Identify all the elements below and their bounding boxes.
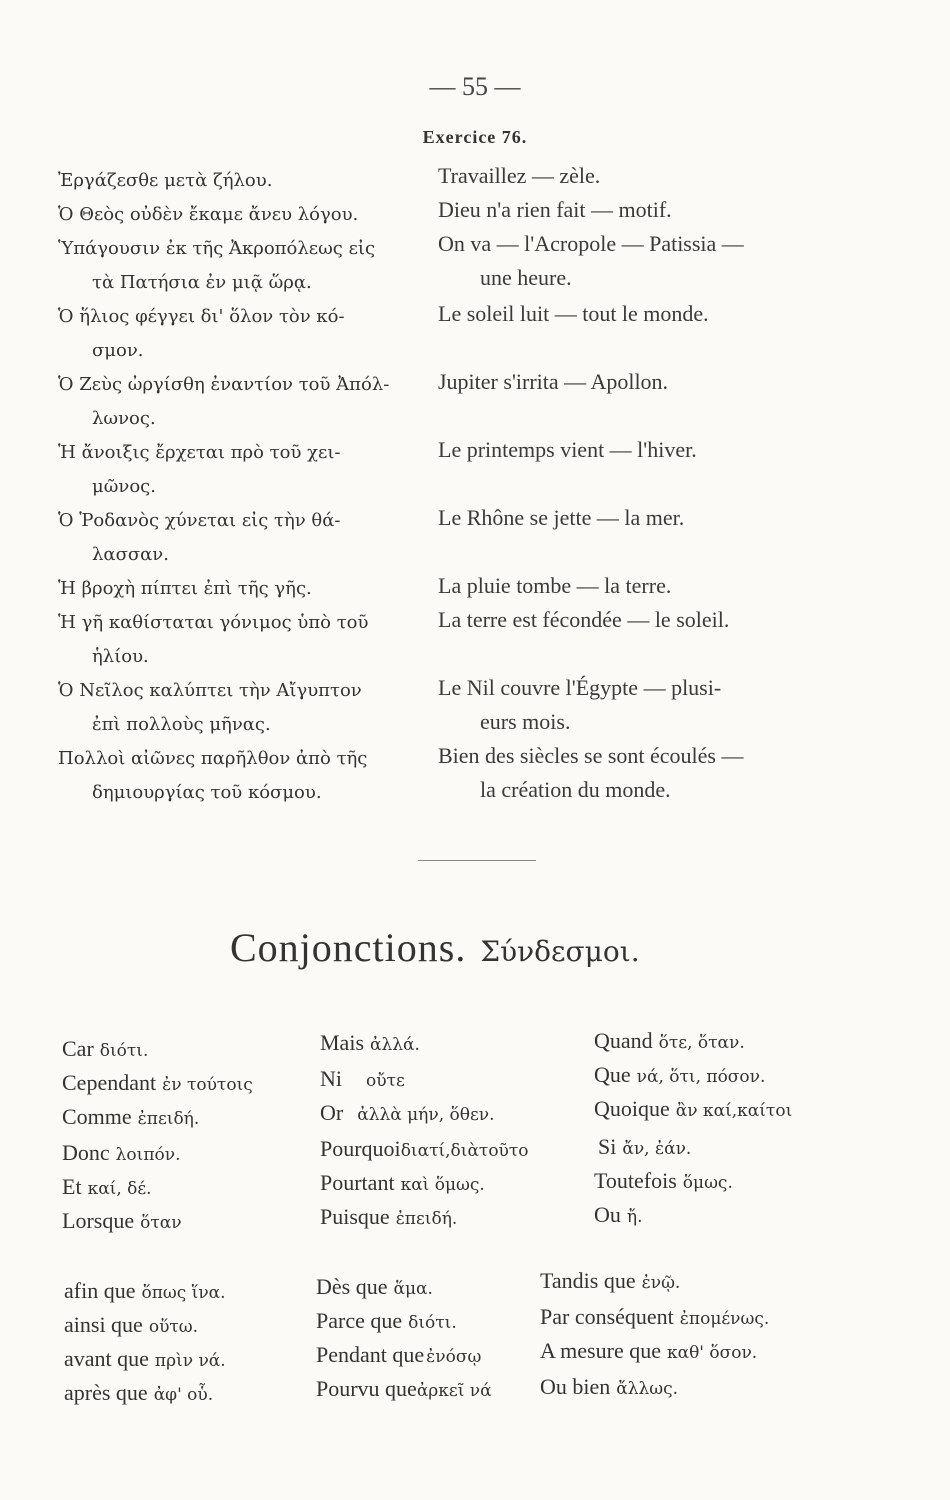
conjunction-french: Quand xyxy=(594,1028,653,1053)
conjunction-french: Ou bien xyxy=(540,1374,611,1399)
conjunction-french: Tandis que xyxy=(540,1268,636,1293)
conjunction-greek: ἐπειδή. xyxy=(395,1209,458,1229)
conjunction-greek: ὅμως. xyxy=(682,1173,733,1193)
conjunction-entry xyxy=(62,1208,182,1234)
greek-line: Ὁ ἥλιος φέγγει δι' ὅλον τὸν κό- xyxy=(58,306,345,327)
french-line: La pluie tombe — la terre. xyxy=(438,573,672,598)
conjunction-greek: ἐπομένως. xyxy=(679,1309,770,1329)
conjunction-french: avant que xyxy=(64,1346,149,1371)
greek-line: Ὁ Ζεὺς ὠργίσθη ἐναντίον τοῦ Ἀπόλ- xyxy=(58,374,390,395)
french-line: La terre est fécondée — le soleil. xyxy=(438,607,730,632)
greek-line: Ὑπάγουσιν ἐκ τῆς Ἀκροπόλεως εἰς xyxy=(58,238,376,259)
conjunction-greek: ἄν, ἐάν. xyxy=(622,1139,692,1159)
conjunction-french: A mesure que xyxy=(540,1338,661,1363)
conjunction-entry xyxy=(64,1380,213,1406)
section-title-greek: Σύνδεσμοι. xyxy=(480,935,640,968)
conjunction-entry xyxy=(594,1062,765,1088)
conjunction-entry xyxy=(540,1374,678,1400)
conjunction-french: Que xyxy=(594,1062,631,1087)
section-title-french: Conjonctions. xyxy=(230,925,467,970)
conjunction-entry xyxy=(320,1204,457,1230)
greek-line: Ἡ ἄνοιξις ἔρχεται πρὸ τοῦ χει- xyxy=(58,442,341,463)
conjunction-entry xyxy=(62,1174,152,1200)
conjunction-french: Toutefois xyxy=(594,1168,677,1193)
conjunction-french: Puisque xyxy=(320,1204,390,1229)
conjunction-greek: ἀρκεῖ νά xyxy=(416,1381,492,1401)
conjunction-greek: ἐνῷ. xyxy=(641,1273,681,1293)
conjunction-french: Pendant que xyxy=(316,1342,425,1367)
conjunction-entry xyxy=(320,1030,420,1056)
conjunction-greek: διότι. xyxy=(408,1313,457,1333)
conjunction-french: afin que xyxy=(64,1278,136,1303)
conjunction-greek: οὕτω. xyxy=(148,1317,199,1337)
conjunction-entry xyxy=(320,1100,495,1126)
conjunction-french: Mais xyxy=(320,1030,364,1055)
conjunction-french: Donc xyxy=(62,1140,110,1165)
french-line: Le Rhône se jette — la mer. xyxy=(438,505,685,530)
conjunction-entry xyxy=(320,1066,405,1092)
conjunction-greek: ἂν καί,καίτοι xyxy=(675,1101,793,1121)
conjunction-french: Cependant xyxy=(62,1070,157,1095)
greek-line: ἐπὶ πολλοὺς μῆνας. xyxy=(92,714,271,735)
greek-line: λασσαν. xyxy=(92,544,169,565)
conjunction-greek: ὅτε, ὅταν. xyxy=(658,1033,745,1053)
conjunction-french: Lorsque xyxy=(62,1208,135,1233)
page-number: — 55 — xyxy=(429,72,521,101)
conjunction-greek: ἅμα. xyxy=(393,1279,433,1299)
conjunction-entry xyxy=(594,1096,792,1122)
conjunction-french: Or xyxy=(320,1100,344,1125)
french-line: la création du monde. xyxy=(480,777,671,802)
conjunction-entry xyxy=(64,1346,226,1372)
conjunction-french: Par conséquent xyxy=(540,1304,674,1329)
conjunction-french: Pourvu que xyxy=(316,1376,417,1401)
conjunction-greek: ἐπειδή. xyxy=(137,1109,200,1129)
conjunction-entry xyxy=(62,1070,253,1096)
conjunction-greek: ἤ. xyxy=(626,1207,643,1227)
conjunction-entry xyxy=(540,1338,757,1364)
greek-line: Ὁ Ῥοδανὸς χύνεται εἰς τὴν θά- xyxy=(58,510,341,531)
conjunction-entry xyxy=(62,1140,180,1166)
french-line: Travaillez — zèle. xyxy=(438,163,601,188)
conjunction-entry xyxy=(540,1304,769,1330)
conjunction-french: Ou xyxy=(594,1202,621,1227)
conjunction-greek: λοιπόν. xyxy=(115,1145,181,1165)
conjunction-french: Quoique xyxy=(594,1096,670,1121)
conjunction-entry xyxy=(320,1136,529,1162)
greek-line: Ὁ Θεὸς οὐδὲν ἔκαμε ἄνευ λόγου. xyxy=(58,204,359,225)
conjunction-greek: καὶ ὅμως. xyxy=(400,1175,485,1195)
conjunction-greek: καί, δέ. xyxy=(87,1179,152,1199)
conjunction-greek: καθ' ὅσον. xyxy=(666,1343,758,1363)
conjunction-french: après que xyxy=(64,1380,148,1405)
french-line: Jupiter s'irrita — Apollon. xyxy=(438,369,669,394)
greek-line: Ἐργάζεσθε μετὰ ζήλου. xyxy=(58,170,273,191)
conjunction-greek: νά, ὅτι, πόσον. xyxy=(636,1067,766,1087)
conjunction-entry xyxy=(62,1104,199,1130)
french-line: Le Nil couvre l'Égypte — plusi- xyxy=(438,675,722,700)
exercise-title: Exercice 76. xyxy=(422,127,528,147)
french-line: On va — l'Acropole — Patissia — xyxy=(438,231,744,256)
conjunction-greek: πρὶν νά. xyxy=(154,1351,226,1371)
divider-rule xyxy=(418,860,536,861)
french-line: Bien des siècles se sont écoulés — xyxy=(438,743,744,768)
conjunction-french: ainsi que xyxy=(64,1312,143,1337)
conjunction-french: Si xyxy=(598,1134,617,1159)
conjunction-entry xyxy=(316,1308,457,1334)
conjunction-french: Et xyxy=(62,1174,82,1199)
conjunction-french: Pourquoi xyxy=(320,1136,401,1161)
greek-line: δημιουργίας τοῦ κόσμου. xyxy=(92,782,322,803)
greek-line: σμον. xyxy=(92,340,144,361)
conjunction-entry xyxy=(594,1028,745,1054)
conjunction-greek: διότι. xyxy=(99,1041,149,1061)
conjunction-entry xyxy=(64,1312,198,1338)
greek-line: Ἡ γῆ καθίσταται γόνιμος ὑπὸ τοῦ xyxy=(58,612,369,633)
conjunction-greek: οὔτε xyxy=(366,1071,405,1091)
conjunction-entry xyxy=(320,1170,485,1196)
section-title xyxy=(230,924,640,971)
greek-line: μῶνος. xyxy=(92,476,156,497)
conjunction-greek: ὅπως ἵνα. xyxy=(141,1283,226,1303)
conjunction-french: Dès que xyxy=(316,1274,388,1299)
conjunction-entry xyxy=(540,1268,680,1294)
conjunction-french: Ni xyxy=(320,1066,342,1091)
conjunction-greek: ἐνόσῳ xyxy=(426,1347,482,1367)
french-line: une heure. xyxy=(480,265,572,290)
conjunction-french: Pourtant xyxy=(320,1170,395,1195)
french-line: Le soleil luit — tout le monde. xyxy=(438,301,709,326)
french-line: Le printemps vient — l'hiver. xyxy=(438,437,697,462)
conjunction-greek: ἄλλως. xyxy=(616,1379,679,1399)
conjunction-entry xyxy=(62,1036,148,1062)
conjunction-french: Comme xyxy=(62,1104,132,1129)
greek-line: λωνος. xyxy=(92,408,156,429)
greek-line: Πολλοὶ αἰῶνες παρῆλθον ἀπὸ τῆς xyxy=(58,748,368,769)
conjunction-greek: ἐν τούτοις xyxy=(162,1075,253,1095)
french-line: Dieu n'a rien fait — motif. xyxy=(438,197,672,222)
conjunction-greek: ὅταν xyxy=(140,1213,182,1233)
greek-line: Ὁ Νεῖλος καλύπτει τὴν Αἴγυπτον xyxy=(58,680,362,701)
conjunction-french: Car xyxy=(62,1036,94,1061)
conjunction-entry xyxy=(594,1202,642,1228)
conjunction-entry xyxy=(594,1168,733,1194)
conjunction-greek: διατί,διὰτοῦτο xyxy=(400,1141,529,1161)
conjunction-greek: ἀφ' οὗ. xyxy=(153,1385,214,1405)
conjunction-entry xyxy=(598,1134,691,1160)
conjunction-greek: ἀλλὰ μήν, ὅθεν. xyxy=(357,1105,495,1125)
conjunction-entry xyxy=(316,1274,433,1300)
greek-line: τὰ Πατήσια ἐν μιᾷ ὥρᾳ. xyxy=(92,272,312,293)
greek-line: Ἡ βροχὴ πίπτει ἐπὶ τῆς γῆς. xyxy=(58,578,312,599)
conjunction-french: Parce que xyxy=(316,1308,403,1333)
conjunction-greek: ἀλλά. xyxy=(370,1035,420,1055)
french-line: eurs mois. xyxy=(480,709,571,734)
conjunction-entry xyxy=(64,1278,226,1304)
greek-line: ἡλίου. xyxy=(92,646,149,667)
conjunction-entry xyxy=(316,1342,481,1368)
conjunction-entry xyxy=(316,1376,492,1402)
